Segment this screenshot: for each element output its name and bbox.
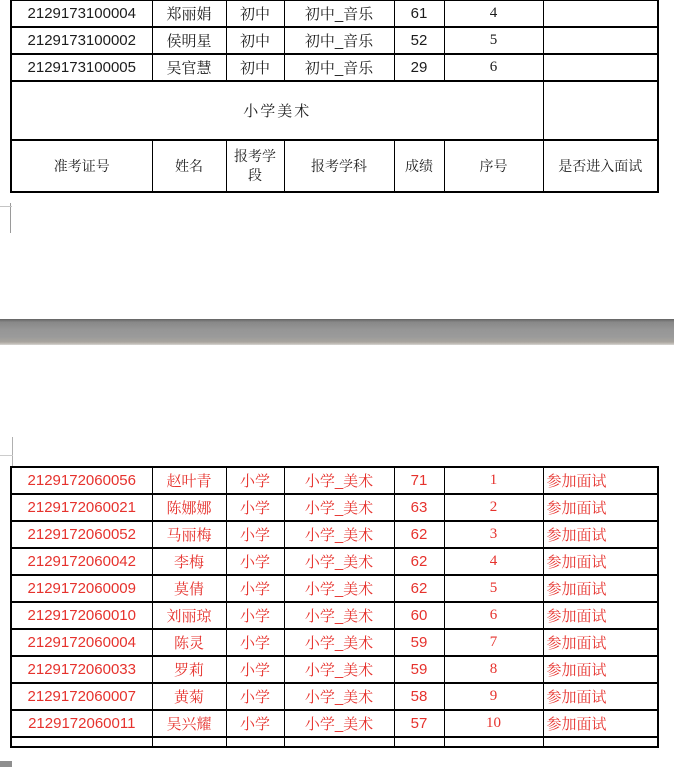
result-cell[interactable]: 59 [394, 629, 444, 656]
result-cell[interactable]: 1 [444, 467, 543, 494]
result-cell[interactable]: 2129172060042 [11, 548, 152, 575]
result-cell[interactable]: 6 [444, 54, 543, 81]
result-cell[interactable]: 刘丽琼 [152, 602, 226, 629]
result-cell[interactable]: 参加面试 [543, 494, 658, 521]
gridline-artifact-vertical-top [10, 203, 11, 233]
result-cell[interactable]: 2129172060033 [11, 656, 152, 683]
result-cell[interactable]: 小学 [226, 602, 284, 629]
result-cell[interactable]: 参加面试 [543, 575, 658, 602]
result-cell[interactable]: 参加面试 [543, 548, 658, 575]
result-cell[interactable]: 小学_美术 [284, 683, 394, 710]
result-cell[interactable]: 初中_音乐 [284, 27, 394, 54]
table-row [11, 521, 658, 548]
column-header-cell[interactable]: 报考学段 [226, 140, 284, 192]
column-header-cell[interactable]: 成绩 [394, 140, 444, 192]
result-cell[interactable]: 10 [444, 710, 543, 737]
result-cell[interactable]: 吴兴耀 [152, 710, 226, 737]
result-cell[interactable]: 小学 [226, 521, 284, 548]
result-cell[interactable]: 吴官慧 [152, 54, 226, 81]
result-cell[interactable]: 参加面试 [543, 710, 658, 737]
result-cell[interactable]: 2129172060007 [11, 683, 152, 710]
result-cell[interactable]: 郑丽娟 [152, 0, 226, 27]
result-cell[interactable]: 63 [394, 494, 444, 521]
result-cell[interactable] [11, 737, 152, 747]
result-cell[interactable] [444, 737, 543, 747]
result-cell[interactable]: 小学_美术 [284, 521, 394, 548]
table-row [11, 656, 658, 683]
table-row [11, 0, 658, 27]
result-cell[interactable]: 小学 [226, 467, 284, 494]
result-cell[interactable]: 2129172060009 [11, 575, 152, 602]
result-cell[interactable]: 初中 [226, 0, 284, 27]
result-cell[interactable]: 马丽梅 [152, 521, 226, 548]
gridline-artifact-vertical-bottom [12, 437, 13, 466]
column-header-cell[interactable]: 姓名 [152, 140, 226, 192]
column-header-cell[interactable]: 报考学科 [284, 140, 394, 192]
result-cell[interactable]: 小学 [226, 494, 284, 521]
page-separator-fragment [0, 761, 12, 767]
result-cell[interactable]: 小学_美术 [284, 575, 394, 602]
result-cell[interactable]: 罗莉 [152, 656, 226, 683]
result-cell[interactable]: 2129172060004 [11, 629, 152, 656]
result-cell[interactable]: 陈灵 [152, 629, 226, 656]
result-cell[interactable]: 初中_音乐 [284, 0, 394, 27]
result-cell[interactable]: 黄菊 [152, 683, 226, 710]
result-cell[interactable] [394, 737, 444, 747]
result-cell[interactable]: 小学 [226, 683, 284, 710]
table-row [11, 737, 658, 747]
table-row [11, 710, 658, 737]
result-cell[interactable]: 7 [444, 629, 543, 656]
result-cell[interactable]: 小学_美术 [284, 710, 394, 737]
result-cell[interactable] [543, 27, 658, 54]
section-header-body [11, 81, 658, 192]
result-cell[interactable]: 赵叶青 [152, 467, 226, 494]
result-cell[interactable]: 参加面试 [543, 467, 658, 494]
result-cell[interactable]: 3 [444, 521, 543, 548]
result-cell[interactable]: 62 [394, 521, 444, 548]
result-cell[interactable]: 2129173100004 [11, 0, 152, 27]
result-cell[interactable]: 8 [444, 656, 543, 683]
section-title[interactable]: 小学美术 [11, 81, 543, 140]
result-cell[interactable]: 小学 [226, 710, 284, 737]
table-header-row [11, 140, 658, 192]
table-row [11, 575, 658, 602]
result-cell[interactable]: 小学_美术 [284, 602, 394, 629]
result-cell[interactable]: 初中 [226, 54, 284, 81]
result-cell[interactable]: 小学 [226, 575, 284, 602]
result-cell[interactable] [543, 54, 658, 81]
table-row [11, 683, 658, 710]
result-cell[interactable]: 小学_美术 [284, 656, 394, 683]
column-header-cell[interactable]: 是否进入面试 [543, 140, 658, 192]
result-cell[interactable]: 52 [394, 27, 444, 54]
table-row [11, 602, 658, 629]
result-cell[interactable]: 2129172060021 [11, 494, 152, 521]
section-title-row [11, 81, 658, 140]
result-cell[interactable]: 小学_美术 [284, 494, 394, 521]
section-title-empty-cell[interactable] [543, 81, 658, 140]
result-cell[interactable]: 2129172060010 [11, 602, 152, 629]
result-cell[interactable]: 2 [444, 494, 543, 521]
result-cell[interactable]: 61 [394, 0, 444, 27]
result-cell[interactable]: 2129172060056 [11, 467, 152, 494]
result-cell[interactable]: 参加面试 [543, 629, 658, 656]
result-cell[interactable]: 4 [444, 0, 543, 27]
result-cell[interactable]: 9 [444, 683, 543, 710]
result-cell[interactable] [226, 737, 284, 747]
result-cell[interactable]: 李梅 [152, 548, 226, 575]
result-cell[interactable]: 5 [444, 575, 543, 602]
result-cell[interactable]: 59 [394, 656, 444, 683]
result-cell[interactable]: 小学_美术 [284, 629, 394, 656]
table-row [11, 548, 658, 575]
column-header-cell[interactable]: 准考证号 [11, 140, 152, 192]
gridline-artifact-horizontal-bottom [0, 455, 13, 456]
upper-table-body [11, 0, 658, 81]
result-cell[interactable]: 60 [394, 602, 444, 629]
result-cell[interactable]: 29 [394, 54, 444, 81]
table-row [11, 54, 658, 81]
table-row [11, 629, 658, 656]
result-cell[interactable]: 初中 [226, 27, 284, 54]
page-break-separator [0, 319, 674, 345]
result-cell[interactable]: 参加面试 [543, 521, 658, 548]
result-cell[interactable]: 57 [394, 710, 444, 737]
lower-table-body [11, 467, 658, 747]
result-cell[interactable] [152, 737, 226, 747]
table-row [11, 467, 658, 494]
gridline-artifact-horizontal-top [0, 206, 12, 207]
result-cell[interactable]: 62 [394, 548, 444, 575]
table-row [11, 27, 658, 54]
result-cell[interactable]: 陈娜娜 [152, 494, 226, 521]
result-cell[interactable]: 小学 [226, 548, 284, 575]
result-cell[interactable]: 5 [444, 27, 543, 54]
result-cell[interactable] [543, 737, 658, 747]
result-cell[interactable]: 小学_美术 [284, 548, 394, 575]
result-cell[interactable]: 71 [394, 467, 444, 494]
result-cell[interactable] [284, 737, 394, 747]
result-cell[interactable]: 2129172060052 [11, 521, 152, 548]
result-cell[interactable]: 参加面试 [543, 683, 658, 710]
result-cell[interactable]: 58 [394, 683, 444, 710]
junior-music-results-table [10, 0, 659, 193]
result-cell[interactable]: 初中_音乐 [284, 54, 394, 81]
result-cell[interactable]: 2129173100002 [11, 27, 152, 54]
result-cell[interactable]: 侯明星 [152, 27, 226, 54]
result-cell[interactable]: 小学_美术 [284, 467, 394, 494]
table-row [11, 494, 658, 521]
result-cell[interactable] [543, 0, 658, 27]
column-header-cell[interactable]: 序号 [444, 140, 543, 192]
result-cell[interactable]: 6 [444, 602, 543, 629]
result-cell[interactable]: 参加面试 [543, 602, 658, 629]
result-cell[interactable]: 2129173100005 [11, 54, 152, 81]
result-cell[interactable]: 小学 [226, 656, 284, 683]
result-cell[interactable]: 2129172060011 [11, 710, 152, 737]
result-cell[interactable]: 4 [444, 548, 543, 575]
primary-art-results-table [10, 466, 659, 748]
result-cell[interactable]: 小学 [226, 629, 284, 656]
result-cell[interactable]: 62 [394, 575, 444, 602]
result-cell[interactable]: 莫倩 [152, 575, 226, 602]
result-cell[interactable]: 参加面试 [543, 656, 658, 683]
